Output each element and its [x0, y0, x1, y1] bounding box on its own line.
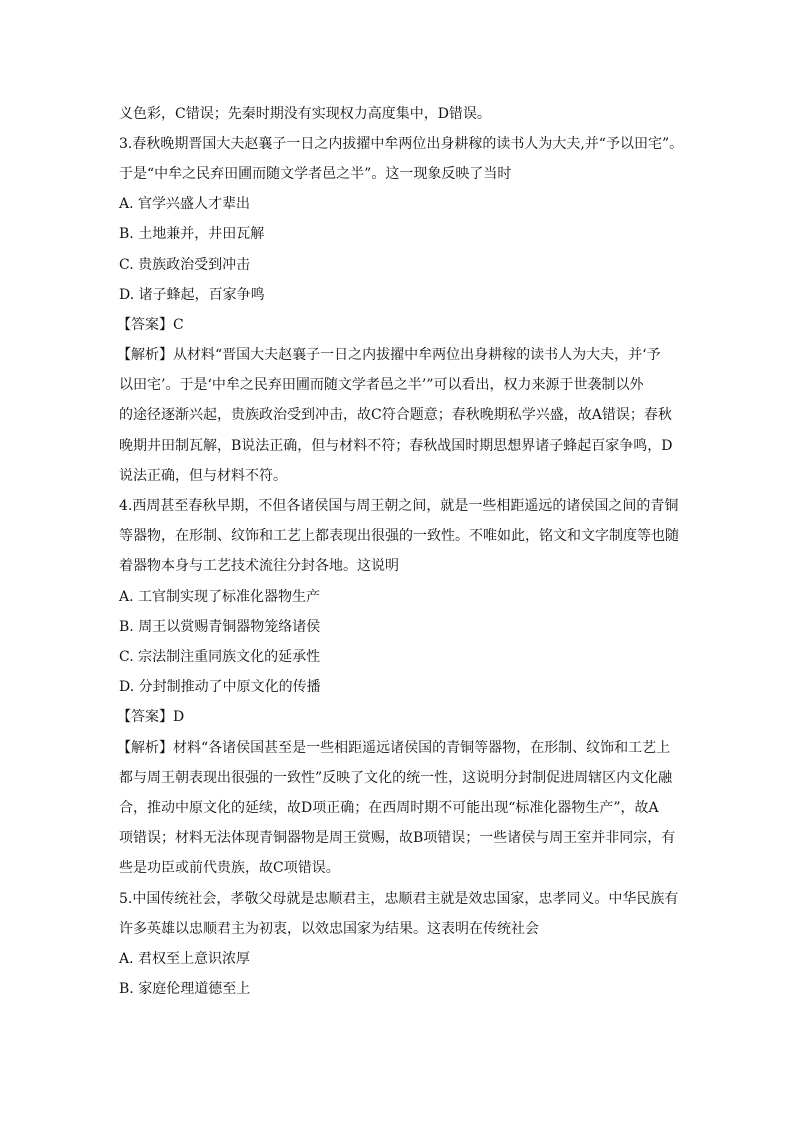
question-5-option-a: A. 君权至上意识浓厚 [119, 951, 251, 967]
question-4-option-a: A. 工官制实现了标准化器物生产 [119, 589, 321, 605]
question-5-stem-line-2: 许多英雄以忠顺君主为初衷，以效忠国家为结果。这表明在传统社会 [119, 921, 539, 937]
question-3-option-c: C. 贵族政治受到冲击 [119, 257, 251, 273]
question-4-stem-line-3: 着器物本身与工艺技术流往分封各地。这说明 [119, 558, 399, 574]
question-3-stem-line-1: 3.春秋晚期晋国大夫赵襄子一日之内拔擢中牟两位出身耕稼的读书人为大夫,并“予以田宅”。 [119, 136, 684, 152]
question-3-option-a: A. 官学兴盛人才辈出 [119, 196, 251, 212]
question-4-answer: 【答案】D [117, 709, 185, 725]
question-4-analysis-line-5: 些是功臣或前代贵族，故C项错误。 [119, 860, 340, 876]
question-3-analysis-line-3: 的途径逐渐兴起，贵族政治受到冲击，故C符合题意；春秋晚期私学兴盛，故A错误；春秋 [119, 407, 672, 423]
question-4-option-c: C. 宗法制注重同族文化的延承性 [119, 649, 321, 665]
question-4-analysis-line-3: 合，推动中原文化的延续，故D项正确；在西周时期不可能出现“标准化器物生产”，故A [119, 800, 659, 816]
text-line-prev-answer-tail: 义色彩，C错误；先秦时期没有实现权力高度集中，D错误。 [119, 106, 491, 122]
question-3-analysis-line-4: 晚期井田制瓦解，B说法正确，但与材料不符；春秋战国时期思想界诸子蜂起百家争鸣，D [119, 438, 673, 454]
question-3-analysis-line-2: 以田宅’。于是‘中牟之民弃田圃而随文学者邑之半’”可以看出，权力来源于世袭制以外 [119, 377, 644, 393]
question-3-stem-line-2: 于是“中牟之民弃田圃而随文学者邑之半”。这一现象反映了当时 [119, 166, 512, 182]
question-3-option-d: D. 诸子蜂起，百家争鸣 [119, 287, 265, 303]
question-5-stem-line-1: 5.中国传统社会，孝敬父母就是忠顺君主，忠顺君主就是效忠国家，忠孝同义。中华民族有 [119, 891, 679, 907]
question-5-option-b: B. 家庭伦理道德至上 [119, 981, 251, 997]
question-3-analysis-line-1: 【解析】从材料“晋国大夫赵襄子一日之内拔擢中牟两位出身耕稼的读书人为大夫，并‘予 [117, 347, 661, 363]
question-4-option-b: B. 周王以赏赐青铜器物笼络诸侯 [119, 619, 321, 635]
question-4-analysis-line-4: 项错误；材料无法体现青铜器物是周王赏赐，故B项错误；一些诸侯与周王室并非同宗，有 [119, 830, 676, 846]
question-4-stem-line-2: 等器物，在形制、纹饰和工艺上都表现出很强的一致性。不唯如此，铭文和文字制度等也随 [119, 528, 679, 544]
question-4-analysis-line-2: 都与周王朝表现出很强的一致性”反映了文化的统一性，这说明分封制促进周辖区内文化融 [119, 770, 673, 786]
question-3-option-b: B. 土地兼并，井田瓦解 [119, 226, 265, 242]
question-4-stem-line-1: 4.西周甚至春秋早期，不但各诸侯国与周王朝之间，就是一些相距遥远的诸侯国之间的青铜 [119, 498, 679, 514]
question-4-analysis-line-1: 【解析】材料“各诸侯国甚至是一些相距遥远诸侯国的青铜等器物，在形制、纹饰和工艺上 [117, 740, 671, 756]
question-3-analysis-line-5: 说法正确，但与材料不符。 [119, 468, 287, 484]
question-3-answer: 【答案】C [117, 317, 184, 333]
question-4-option-d: D. 分封制推动了中原文化的传播 [119, 679, 321, 695]
